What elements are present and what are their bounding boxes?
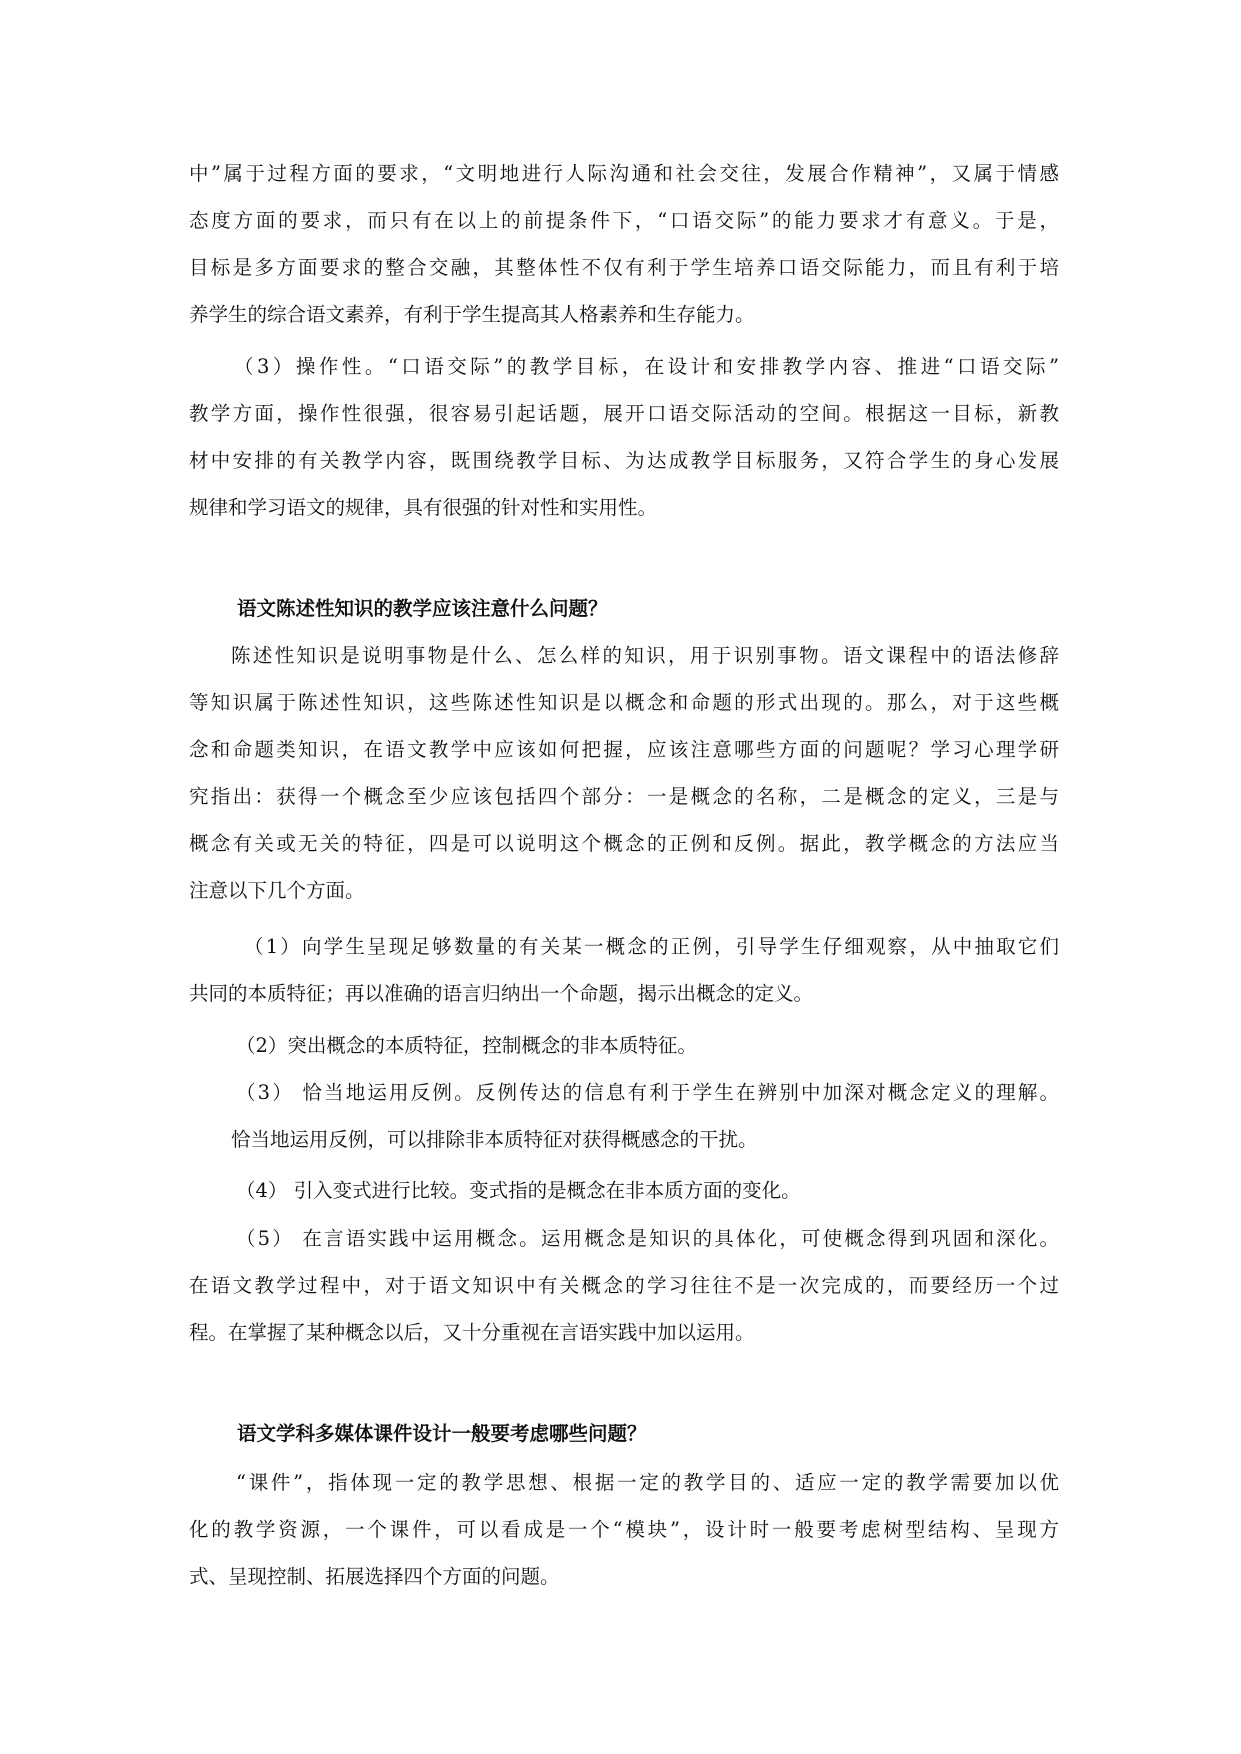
list-item-line: （5） 在言语实践中运用概念。运用概念是知识的具体化，可使概念得到巩固和深化。 (236, 1227, 1059, 1250)
paragraph-line: 念和命题类知识，在语文教学中应该如何把握，应该注意哪些方面的问题呢？学习心理学研 (189, 738, 1059, 761)
section-heading: 语文陈述性知识的教学应该注意什么问题？ (237, 597, 608, 620)
section-heading: 语文学科多媒体课件设计一般要考虑哪些问题？ (237, 1422, 647, 1445)
paragraph-line: 态度方面的要求，而只有在以上的前提条件下，“口语交际”的能力要求才有意义。于是， (189, 209, 1059, 232)
paragraph-line: 等知识属于陈述性知识，这些陈述性知识是以概念和命题的形式出现的。那么，对于这些概 (189, 691, 1059, 714)
paragraph-line: 陈述性知识是说明事物是什么、怎么样的知识，用于识别事物。语文课程中的语法修辞 (231, 644, 1059, 667)
paragraph-line: 中”属于过程方面的要求，“文明地进行人际沟通和社会交往，发展合作精神”，又属于情感 (189, 162, 1059, 185)
list-item-line: 共同的本质特征；再以准确的语言归纳出一个命题，揭示出概念的定义。 (189, 982, 814, 1005)
paragraph-line: 材中安排的有关教学内容，既围绕教学目标、为达成教学目标服务，又符合学生的身心发展 (189, 449, 1059, 472)
paragraph-line: 目标是多方面要求的整合交融，其整体性不仅有利于学生培养口语交际能力，而且有利于培 (189, 256, 1059, 279)
list-item-line: （2）突出概念的本质特征，控制概念的非本质特征。 (236, 1034, 697, 1057)
list-item-line: （4） 引入变式进行比较。变式指的是概念在非本质方面的变化。 (236, 1179, 801, 1202)
paragraph-line: 究指出：获得一个概念至少应该包括四个部分：一是概念的名称，二是概念的定义，三是与 (189, 785, 1059, 808)
list-item-line: （3） 恰当地运用反例。反例传达的信息有利于学生在辨别中加深对概念定义的理解。 (236, 1081, 1059, 1104)
paragraph-line: 在语文教学过程中，对于语文知识中有关概念的学习往往不是一次完成的，而要经历一个过 (189, 1274, 1059, 1297)
paragraph-line: 程。在掌握了某种概念以后，又十分重视在言语实践中加以运用。 (189, 1321, 755, 1344)
paragraph-line: 规律和学习语文的规律，具有很强的针对性和实用性。 (189, 496, 658, 519)
paragraph-line: （3）操作性。“口语交际”的教学目标，在设计和安排教学内容、推进“口语交际” (234, 355, 1059, 378)
paragraph-line: 化的教学资源，一个课件，可以看成是一个“模块”，设计时一般要考虑树型结构、呈现方 (189, 1518, 1059, 1541)
paragraph-line: 注意以下几个方面。 (189, 879, 365, 902)
list-item-line: （1）向学生呈现足够数量的有关某一概念的正例，引导学生仔细观察，从中抽取它们 (244, 935, 1059, 958)
paragraph-line: 式、呈现控制、拓展选择四个方面的问题。 (189, 1565, 560, 1588)
paragraph-line: 教学方面，操作性很强，很容易引起话题，展开口语交际活动的空间。根据这一目标，新教 (189, 402, 1059, 425)
paragraph-line: 养学生的综合语文素养，有利于学生提高其人格素养和生存能力。 (189, 303, 755, 326)
list-item-line: 恰当地运用反例，可以排除非本质特征对获得概感念的干扰。 (231, 1128, 758, 1151)
paragraph-line: 概念有关或无关的特征，四是可以说明这个概念的正例和反例。据此，教学概念的方法应当 (189, 832, 1059, 855)
paragraph-line: “课件”，指体现一定的教学思想、根据一定的教学目的、适应一定的教学需要加以优 (236, 1471, 1059, 1494)
